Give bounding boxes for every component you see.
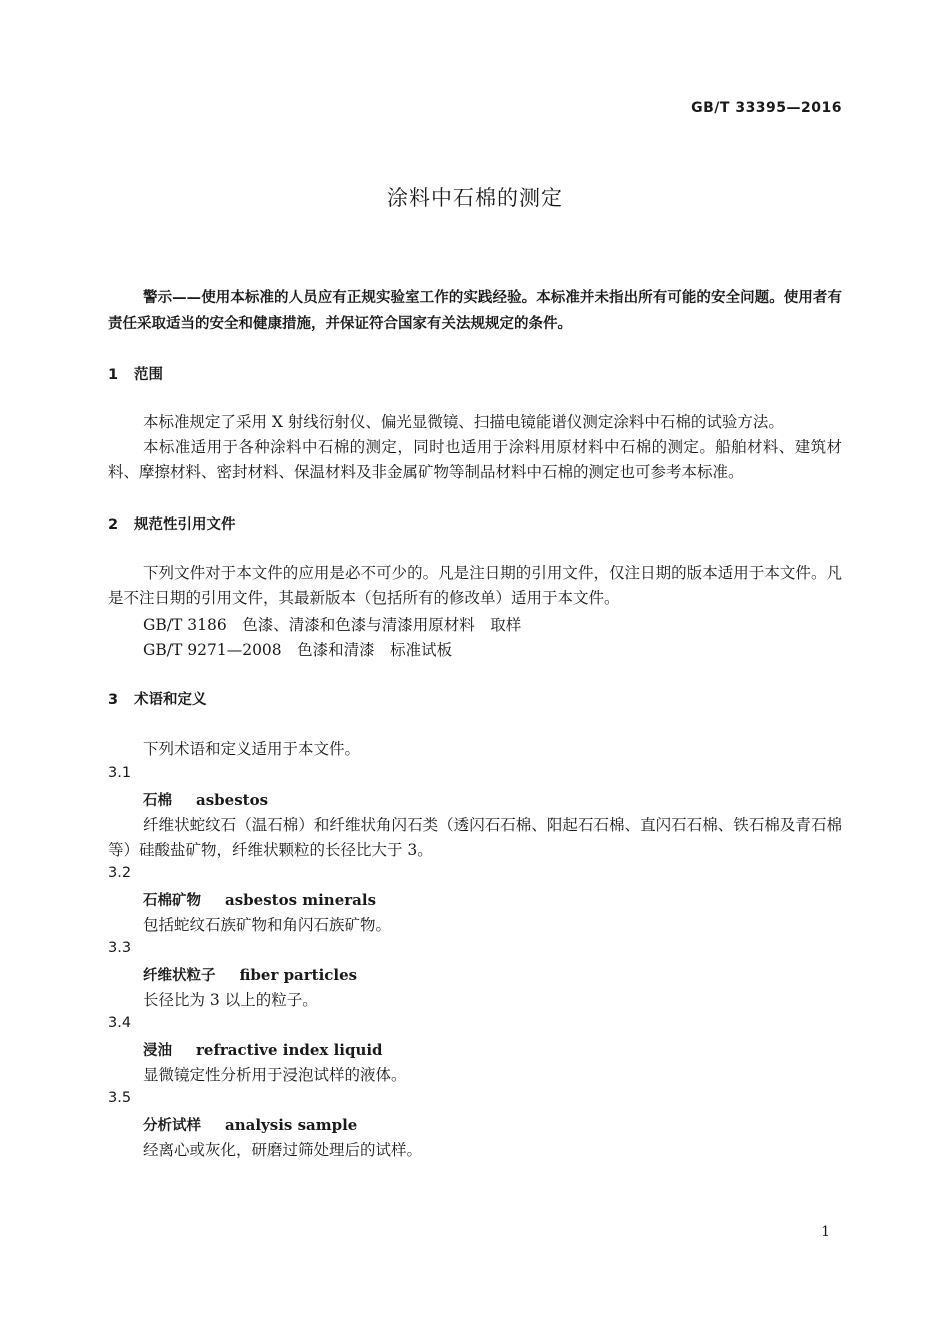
term-definition: 包括蛇纹石族矿物和角闪石族矿物。	[143, 916, 392, 934]
term-zh: 浸油	[143, 1043, 172, 1059]
section-title: 规范性引用文件	[134, 517, 236, 533]
reference-item: GB/T 9271—2008 色漆和清漆 标准试板	[143, 641, 453, 659]
term-en: asbestos minerals	[225, 891, 377, 909]
scope-paragraph-1: 本标准规定了采用 X 射线衍射仪、偏光显微镜、扫描电镜能谱仪测定涂料中石棉的试验方法。	[143, 413, 784, 431]
term-number: 3.2	[108, 865, 132, 881]
section-title: 范围	[134, 367, 163, 383]
document-title: 涂料中石棉的测定	[387, 186, 563, 210]
term-name	[143, 889, 376, 910]
term-number: 3.1	[108, 765, 132, 781]
normative-references-paragraph: 下列文件对于本文件的应用是必不可少的。凡是注日期的引用文件，仅注日期的版本适用于本文件。凡是不注日期的引用文件，其最新版本（包括所有的修改单）适用于本文件。	[108, 564, 842, 607]
term-en: fiber particles	[239, 966, 358, 984]
term-definition: 经离心或灰化，研磨过筛处理后的试样。	[143, 1141, 423, 1159]
term-name	[143, 1114, 357, 1135]
term-name	[143, 1039, 383, 1060]
term-number: 3.3	[108, 940, 132, 956]
term-en: analysis sample	[225, 1116, 358, 1134]
term-name	[143, 964, 357, 985]
term-en: asbestos	[196, 791, 269, 809]
page-number: 1	[821, 1224, 830, 1240]
section-number: 2	[108, 517, 119, 533]
section-2-heading	[108, 513, 236, 534]
safety-warning: 警示——使用本标准的人员应有正规实验室工作的实践经验。本标准并未指出所有可能的安全问题。使用者有责任采取适当的安全和健康措施，并保证符合国家有关法规规定的条件。	[108, 290, 842, 332]
terms-intro: 下列术语和定义适用于本文件。	[143, 740, 361, 758]
section-number: 1	[108, 367, 119, 383]
section-1-heading	[108, 363, 163, 384]
term-zh: 纤维状粒子	[143, 968, 216, 984]
term-zh: 石棉矿物	[143, 893, 201, 909]
term-definition: 纤维状蛇纹石（温石棉）和纤维状角闪石类（透闪石石棉、阳起石石棉、直闪石石棉、铁石棉及青石棉等）硅酸盐矿物，纤维状颗粒的长径比大于 3。	[108, 816, 842, 859]
term-zh: 分析试样	[143, 1118, 201, 1134]
term-name	[143, 789, 268, 810]
standard-number: GB/T 33395—2016	[691, 100, 842, 116]
term-definition: 长径比为 3 以上的粒子。	[143, 991, 318, 1009]
scope-paragraph-2: 本标准适用于各种涂料中石棉的测定，同时也适用于涂料用原材料中石棉的测定。船舶材料、建筑材料、摩擦材料、密封材料、保温材料及非金属矿物等制品材料中石棉的测定也可参考本标准。	[108, 438, 842, 481]
reference-item: GB/T 3186 色漆、清漆和色漆与清漆用原材料 取样	[143, 616, 522, 634]
section-title: 术语和定义	[134, 692, 207, 708]
term-definition: 显微镜定性分析用于浸泡试样的液体。	[143, 1066, 407, 1084]
term-zh: 石棉	[143, 793, 172, 809]
section-3-heading	[108, 688, 207, 709]
term-number: 3.5	[108, 1090, 132, 1106]
section-number: 3	[108, 692, 119, 708]
term-en: refractive index liquid	[196, 1041, 383, 1059]
term-number: 3.4	[108, 1015, 132, 1031]
